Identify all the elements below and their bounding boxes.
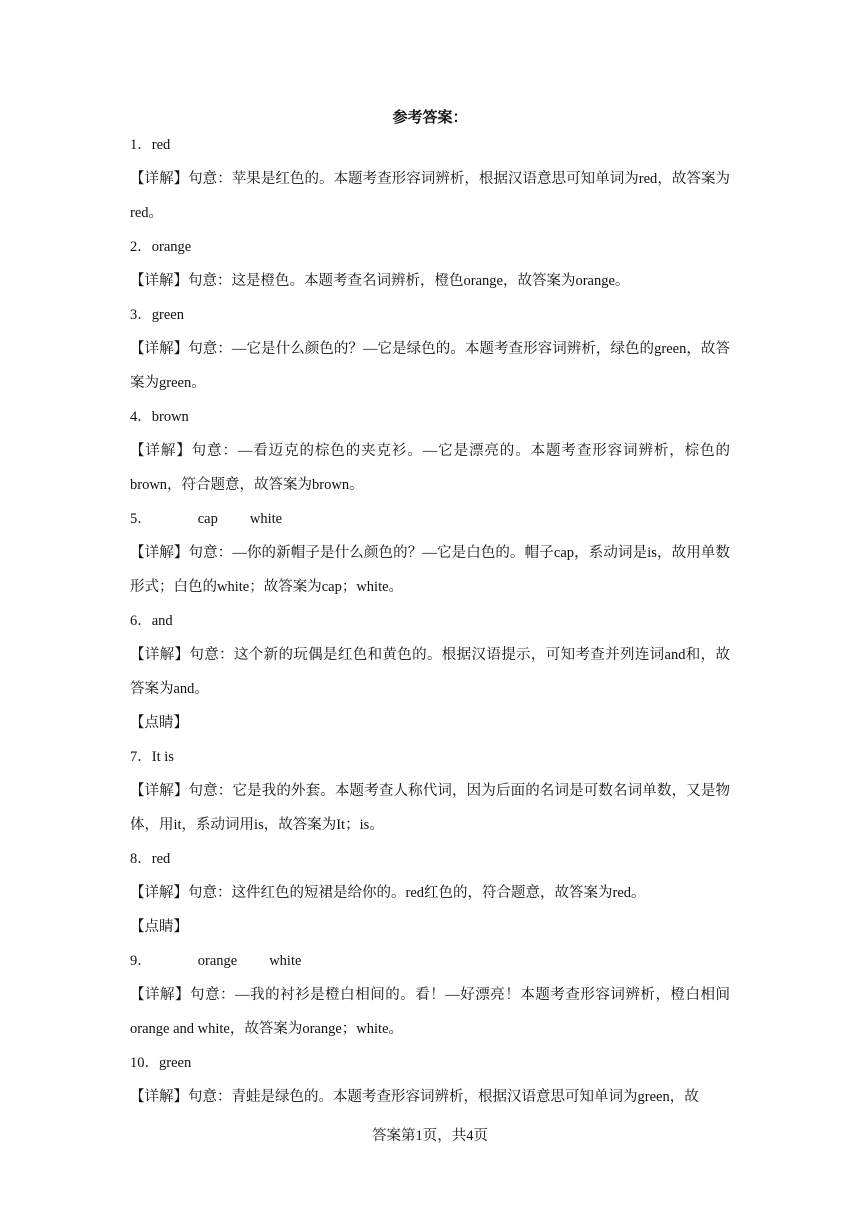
answer-2: 2．orange	[130, 239, 192, 255]
answer-9-number: 9．	[130, 953, 152, 969]
explanation-2: 【详解】句意：这是橙色。本题考查名词辨析，橙色orange，故答案为orange。	[130, 273, 630, 289]
explanation-3: 【详解】句意：—它是什么颜色的？—它是绿色的。本题考查形容词辨析，绿色的green，故答案为green。	[130, 341, 730, 391]
explanation-1: 【详解】句意：苹果是红色的。本题考查形容词辨析，根据汉语意思可知单词为red，故答案为red。	[130, 171, 730, 221]
answer-8: 8．red	[130, 851, 171, 867]
explanation-7: 【详解】句意：它是我的外套。本题考查人称代词，因为后面的名词是可数名词单数，又是物体，用it，系动词用is，故答案为It；is。	[130, 783, 730, 833]
note-8: 【点睛】	[130, 919, 188, 935]
explanation-4: 【详解】句意：—看迈克的棕色的夹克衫。—它是漂亮的。本题考查形容词辨析，棕色的brown，符合题意，故答案为brown。	[130, 443, 730, 493]
note-6: 【点睛】	[130, 715, 188, 731]
answer-4: 4．brown	[130, 409, 189, 425]
answer-6: 6．and	[130, 613, 173, 629]
answer-5-blank-1: cap	[197, 511, 218, 527]
page-footer: 答案第1页，共4页	[372, 1128, 488, 1144]
answer-9-blank-2: white	[269, 953, 302, 969]
page-title: 参考答案：	[392, 110, 468, 126]
explanation-9: 【详解】句意：—我的衬衫是橙白相间的。看！—好漂亮！本题考查形容词辨析，橙白相间orange and white，故答案为orange；white。	[130, 987, 730, 1037]
explanation-10: 【详解】句意：青蛙是绿色的。本题考查形容词辨析，根据汉语意思可知单词为green，故	[130, 1089, 699, 1105]
answer-9-blank-1: orange	[197, 953, 238, 969]
explanation-8: 【详解】句意：这件红色的短裙是给你的。red红色的，符合题意，故答案为red。	[130, 885, 646, 901]
answer-5-number: 5．	[130, 511, 152, 527]
answer-1: 1．red	[130, 137, 171, 153]
answer-list	[130, 134, 730, 1120]
answer-5-blank-2: white	[249, 511, 283, 527]
answer-3: 3．green	[130, 307, 184, 323]
explanation-5: 【详解】句意：—你的新帽子是什么颜色的？—它是白色的。帽子cap，系动词是is，故用单数形式；白色的white；故答案为cap；white。	[130, 545, 730, 595]
explanation-6: 【详解】句意：这个新的玩偶是红色和黄色的。根据汉语提示，可知考查并列连词and和，故答案为and。	[130, 647, 730, 697]
answer-7: 7．It is	[130, 749, 174, 765]
answer-10: 10．green	[130, 1055, 192, 1071]
